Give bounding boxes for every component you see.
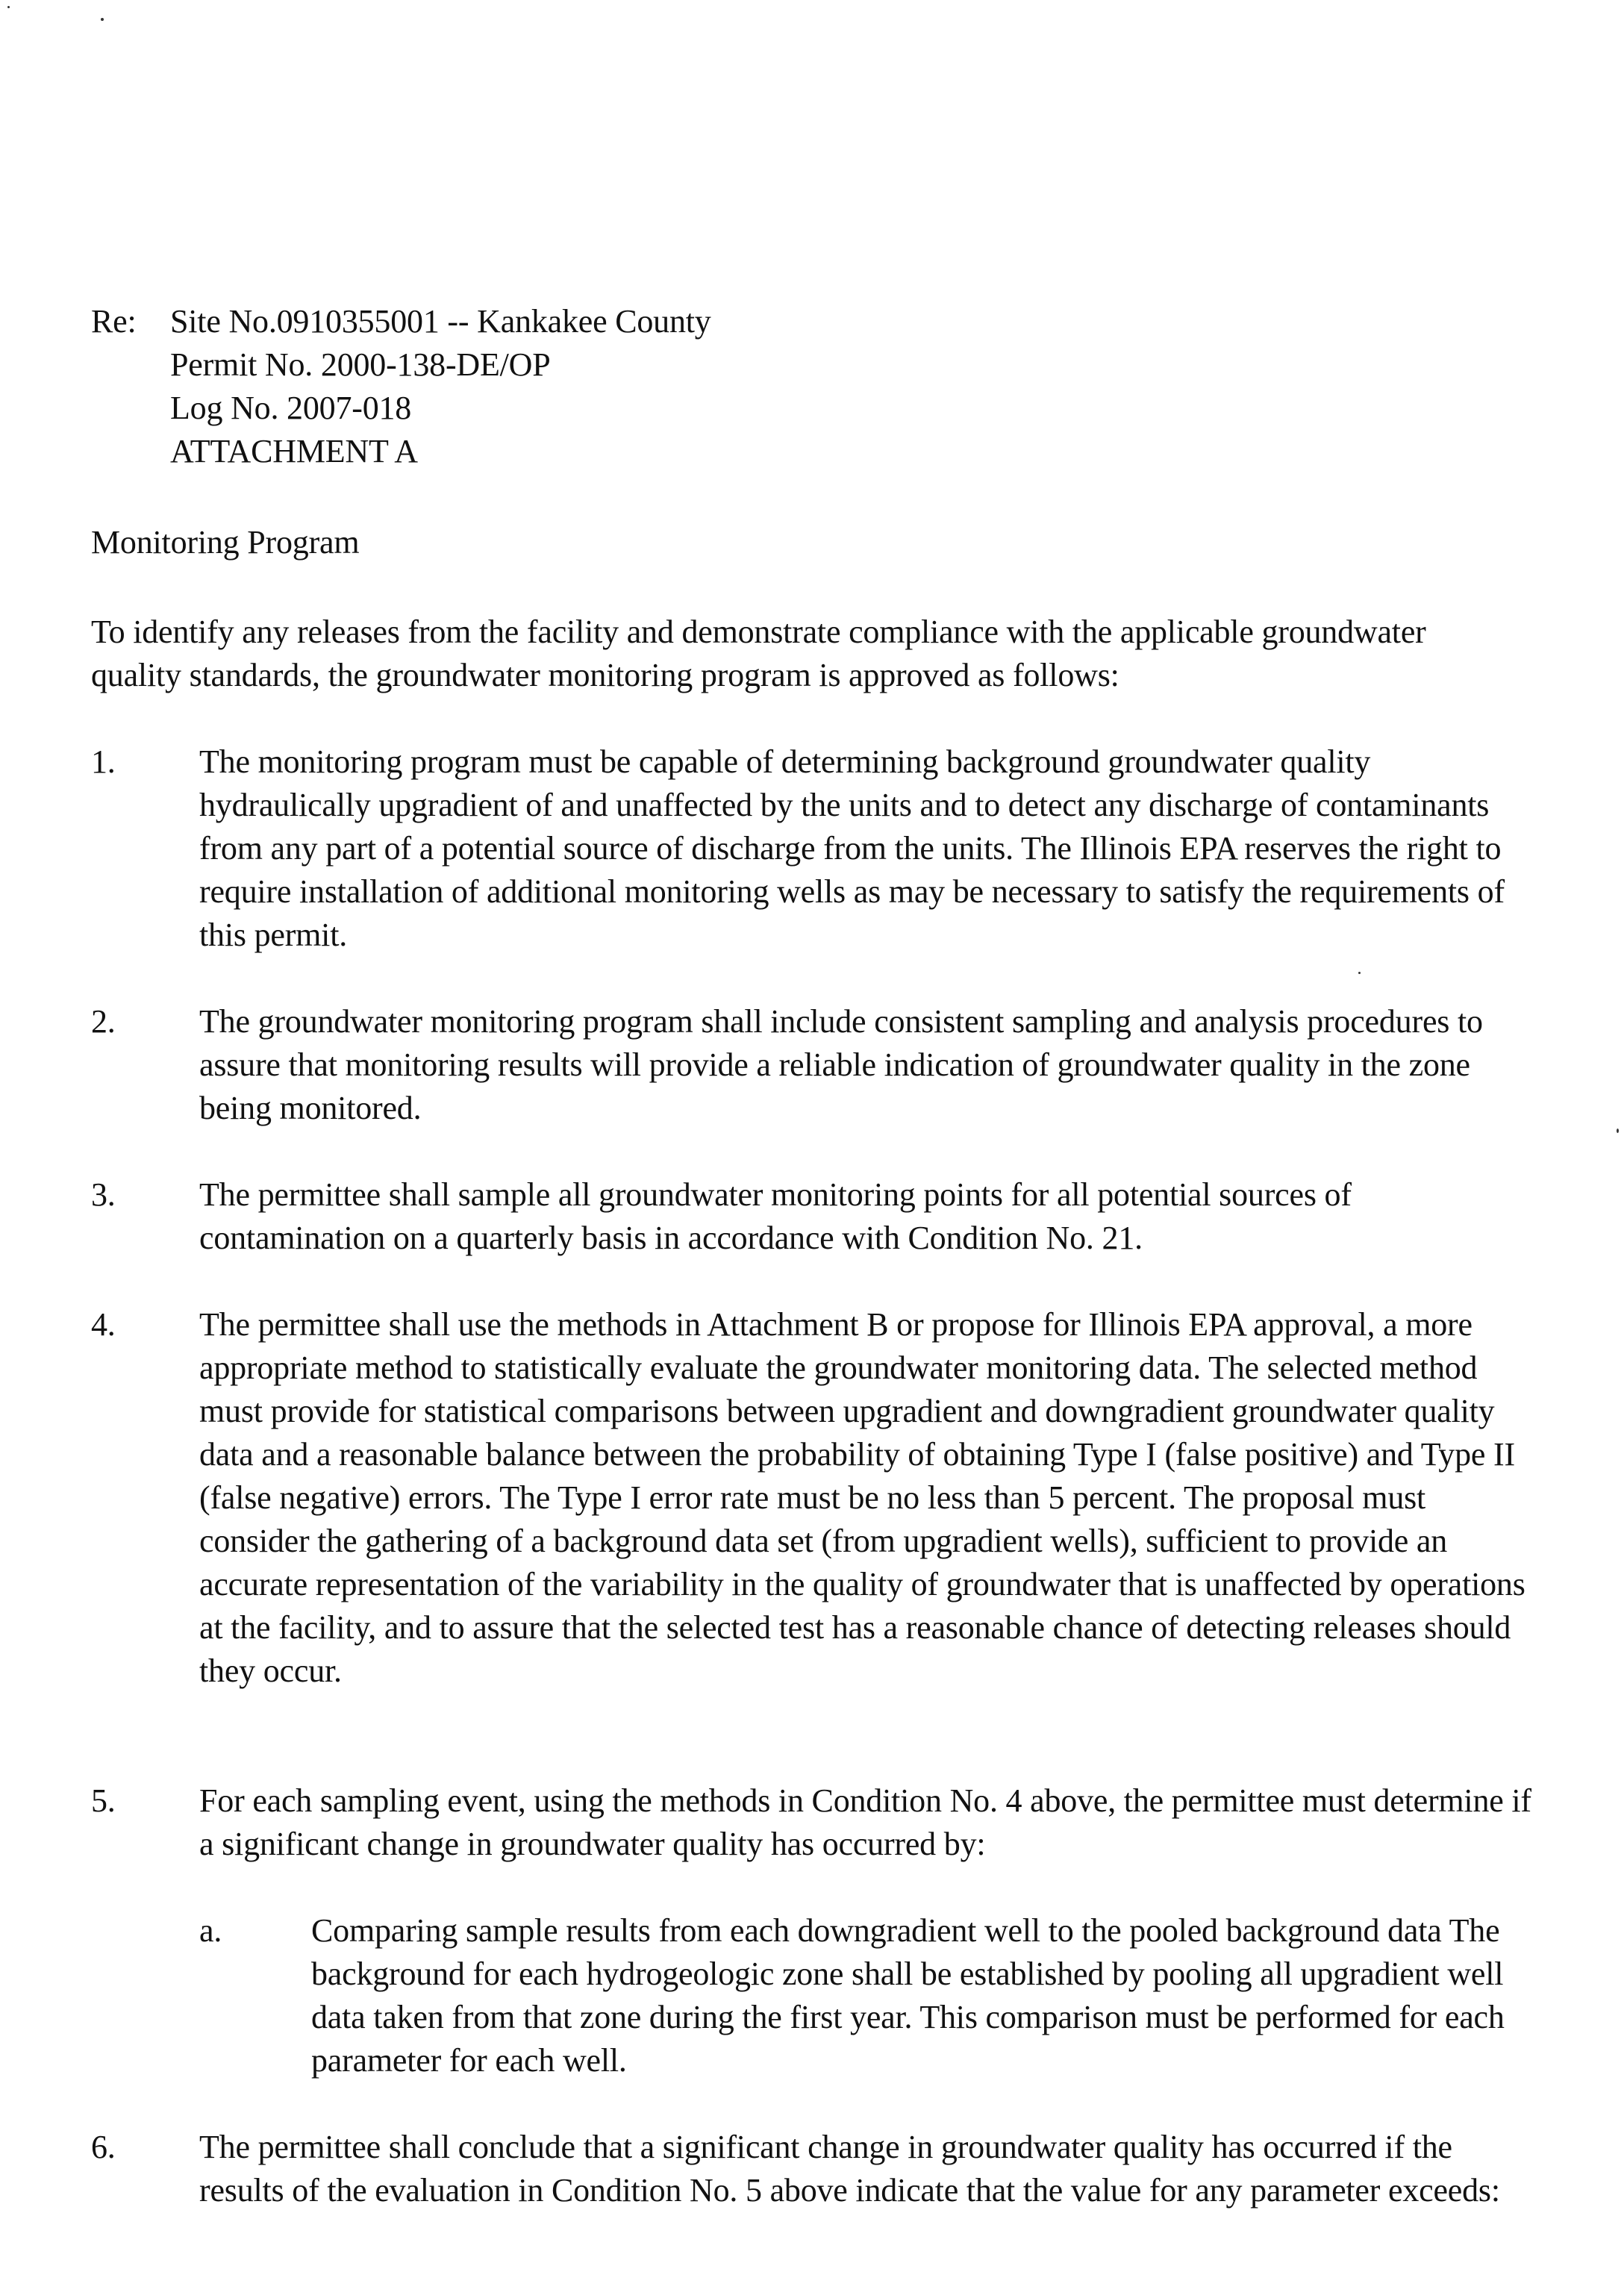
subitem-letter: a. [199,1912,222,1949]
condition-number: 2. [91,1003,116,1040]
subitem-text: Comparing sample results from each downgradient well to the pooled background data The background for each hydrogeologic zone shall be established by pooling all upgradient well data taken from that zone during the first year. This comparison must be performed for each parameter for each well. [311,1912,1505,2079]
intro-paragraph: To identify any releases from the facility and demonstrate compliance with the applicable groundwater quality standards, the groundwater monitoring program is approved as follows: [91,614,1426,693]
scan-speck [101,18,104,21]
reference-block [91,300,1136,473]
log-number-line: Log No. 2007-018 [170,390,412,426]
condition-text: The permittee shall sample all groundwater monitoring points for all potential sources of contamination on a quarterly basis in accordance with Condition No. 21. [199,1176,1352,1256]
condition-item-2 [91,1000,1531,1130]
scan-speck [1358,972,1361,974]
re-label: Re: [91,303,137,340]
site-number-line: Site No.0910355001 -- Kankakee County [170,303,711,340]
scan-speck [1617,1129,1619,1133]
attachment-line: ATTACHMENT A [170,433,418,469]
condition-text: The permittee shall use the methods in Attachment B or propose for Illinois EPA approval, a more appropriate method to statistically evaluate the groundwater monitoring data. The selected method must provide for statistical comparisons between upgradient and downgradient groundwater quality data and a reasonable balance between the probability of obtaining Type I (false positive) and Type II (false negative) errors. The Type I error rate must be no less than 5 percent. The proposal must consider the gathering of a background data set (from upgradient wells), sufficient to provide an accurate representation of the variability in the quality of groundwater that is unaffected by operations at the facility, and to assure that the selected test has a reasonable chance of detecting releases should they occur. [199,1306,1525,1689]
condition-item-5 [91,1779,1531,1866]
condition-item-6 [91,2126,1531,2212]
condition-subitem-5a [199,1909,1535,2082]
condition-item-3 [91,1173,1531,1260]
condition-item-1 [91,740,1531,957]
condition-text: For each sampling event, using the methods in Condition No. 4 above, the permittee must determine if a significant change in groundwater quality has occurred by: [199,1782,1531,1862]
condition-number: 6. [91,2129,116,2165]
condition-number: 1. [91,743,116,780]
condition-item-4 [91,1303,1531,1693]
condition-number: 5. [91,1782,116,1819]
condition-text: The monitoring program must be capable of determining background groundwater quality hydraulically upgradient of and unaffected by the units and to detect any discharge of contaminants from any part of a potential source of discharge from the units. The Illinois EPA reserves the right to require installation of additional monitoring wells as may be necessary to satisfy the requirements of this permit. [199,743,1505,953]
scan-speck [7,6,10,8]
condition-text: The permittee shall conclude that a significant change in groundwater quality has occurred if the results of the evaluation in Condition No. 5 above indicate that the value for any parameter exceeds: [199,2129,1500,2209]
condition-number: 3. [91,1176,116,1213]
condition-number: 4. [91,1306,116,1343]
section-heading: Monitoring Program [91,524,360,561]
condition-text: The groundwater monitoring program shall include consistent sampling and analysis procedures to assure that monitoring results will provide a reliable indication of groundwater quality in the zone being monitored. [199,1003,1483,1126]
permit-number-line: Permit No. 2000-138-DE/OP [170,346,551,383]
